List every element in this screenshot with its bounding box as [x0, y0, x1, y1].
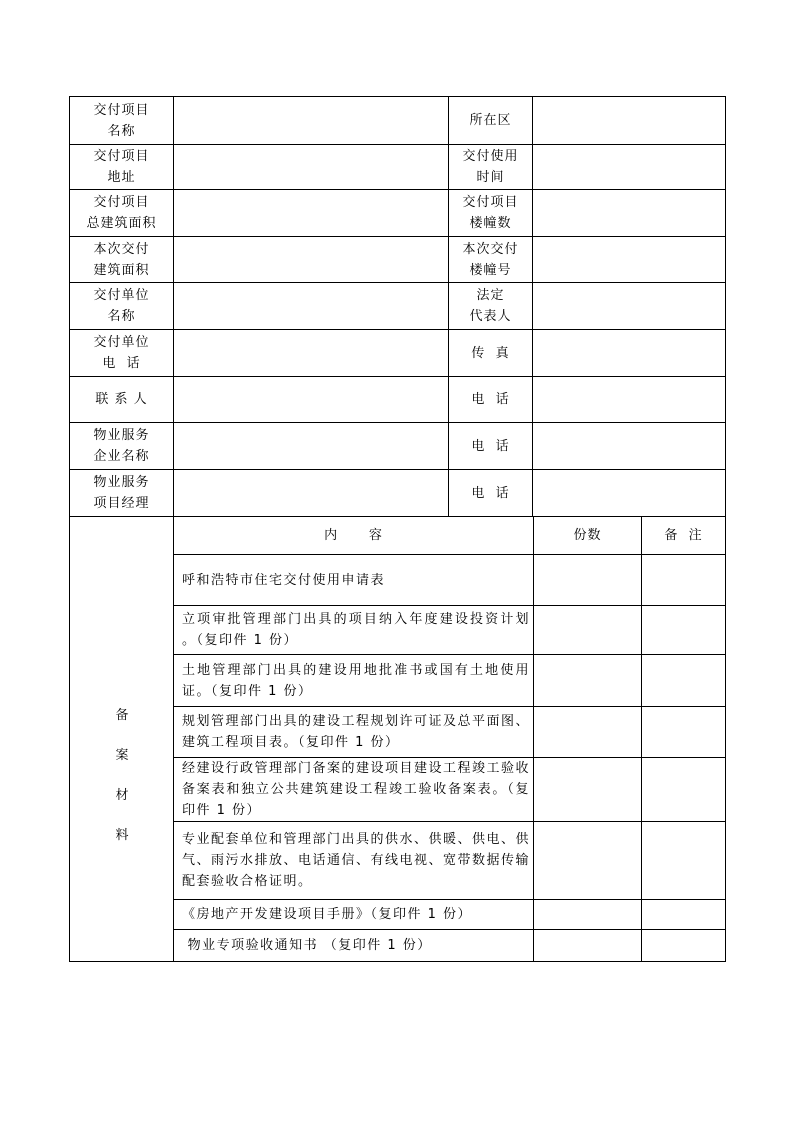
field-value-input[interactable] — [533, 377, 725, 422]
label-line: 联 系 人 — [95, 392, 148, 407]
field-label — [449, 237, 532, 282]
label-line: 楼幢号 — [469, 262, 512, 278]
copies-input[interactable] — [534, 606, 641, 654]
label-line: 名称 — [107, 309, 136, 324]
section-label-char: 料 — [115, 828, 129, 843]
material-item — [174, 655, 534, 706]
material-item-text: 《房地产开发建设项目手册》（复印件 1 份） — [182, 907, 473, 922]
label-line: 交付使用 — [462, 149, 519, 164]
field-label — [70, 97, 173, 144]
field-label — [70, 330, 173, 376]
remarks-input[interactable] — [642, 822, 725, 899]
field-label — [449, 423, 532, 469]
material-item-text: 立项审批管理部门出具的项目纳入年度建设投资计划 。（复印件 1 份） — [182, 612, 530, 648]
remarks-input[interactable] — [642, 555, 725, 605]
label-line: 项目经理 — [93, 496, 150, 511]
field-value-input[interactable] — [533, 190, 725, 236]
copies-input[interactable] — [534, 758, 641, 821]
label-line: 本次交付 — [462, 241, 519, 257]
section-label-char: 案 — [115, 748, 129, 763]
field-label — [449, 377, 532, 422]
field-label — [449, 145, 532, 189]
delivery-application-form — [69, 96, 726, 962]
field-value-input[interactable] — [174, 330, 448, 376]
material-item — [174, 930, 534, 961]
remarks-input[interactable] — [642, 758, 725, 821]
section-label-char: 备 — [115, 708, 129, 723]
field-label — [70, 237, 173, 282]
field-value-input[interactable] — [174, 283, 448, 329]
remarks-input[interactable] — [642, 900, 725, 929]
label-line: 法定 — [476, 288, 505, 303]
materials-section-label — [70, 705, 174, 865]
material-item-text: 物业专项验收通知书 （复印件 1 份） — [182, 938, 432, 953]
field-value-input[interactable] — [533, 145, 725, 189]
field-label — [449, 283, 532, 329]
field-label — [70, 190, 173, 236]
copies-input[interactable] — [534, 930, 641, 961]
label-line: 交付单位 — [93, 335, 150, 350]
label-line: 名称 — [107, 123, 136, 139]
field-value-input[interactable] — [174, 97, 448, 144]
material-item-text: 专业配套单位和管理部门出具的供水、供暖、供电、供气、雨污水排放、电话通信、有线电视、宽带数据传输配套验收合格证明。 — [182, 832, 531, 889]
field-value-input[interactable] — [533, 283, 725, 329]
label-line: 交付单位 — [93, 288, 150, 303]
field-value-input[interactable] — [174, 470, 448, 516]
label-line: 总建筑面积 — [86, 216, 157, 231]
label-line: 时间 — [476, 170, 505, 185]
field-value-input[interactable] — [533, 97, 725, 144]
field-label — [70, 283, 173, 329]
label-line: 电 话 — [471, 438, 510, 454]
field-label — [70, 145, 173, 189]
remarks-input[interactable] — [642, 930, 725, 961]
label-line: 物业服务 — [93, 475, 150, 490]
label-line: 楼幢数 — [469, 216, 512, 231]
field-label — [70, 470, 173, 516]
label-line: 本次交付 — [93, 241, 150, 257]
copies-input[interactable] — [534, 707, 641, 757]
field-value-input[interactable] — [533, 330, 725, 376]
material-item — [174, 900, 534, 929]
material-item-text: 呼和浩特市住宅交付使用申请表 — [182, 572, 386, 588]
header-remarks-label: 备 注 — [664, 528, 703, 543]
field-label — [70, 423, 173, 469]
copies-input[interactable] — [534, 555, 641, 605]
material-item — [174, 758, 534, 821]
label-line: 建筑面积 — [93, 262, 150, 278]
remarks-input[interactable] — [642, 606, 725, 654]
material-item — [174, 707, 534, 757]
material-item — [174, 606, 534, 654]
label-line: 所在区 — [469, 113, 512, 128]
label-line: 物业服务 — [93, 428, 150, 443]
field-value-input[interactable] — [174, 237, 448, 282]
label-line: 企业名称 — [93, 449, 150, 464]
label-line: 代表人 — [469, 309, 512, 324]
copies-input[interactable] — [534, 655, 641, 706]
label-line: 地址 — [107, 170, 136, 185]
field-label — [449, 97, 532, 144]
field-value-input[interactable] — [533, 423, 725, 469]
label-line: 电 话 — [102, 356, 141, 371]
field-label — [70, 377, 173, 422]
copies-input[interactable] — [534, 900, 641, 929]
material-item-text: 规划管理部门出具的建设工程规划许可证及总平面图、建筑工程项目表。（复印件 1 份） — [182, 714, 531, 750]
field-value-input[interactable] — [174, 377, 448, 422]
section-label-char: 材 — [115, 788, 129, 803]
label-line: 传 真 — [471, 345, 510, 361]
label-line: 电 话 — [471, 485, 510, 501]
field-value-input[interactable] — [174, 145, 448, 189]
remarks-input[interactable] — [642, 707, 725, 757]
remarks-input[interactable] — [642, 655, 725, 706]
label-line: 交付项目 — [93, 149, 150, 164]
field-label — [449, 330, 532, 376]
field-label — [449, 190, 532, 236]
label-line: 交付项目 — [93, 102, 150, 118]
header-content — [174, 517, 533, 554]
label-line: 交付项目 — [93, 195, 150, 210]
copies-input[interactable] — [534, 822, 641, 899]
field-label — [449, 470, 532, 516]
field-value-input[interactable] — [533, 470, 725, 516]
material-item-text: 土地管理部门出具的建设用地批准书或国有土地使用证。（复印件 1 份） — [182, 662, 530, 699]
label-line: 电 话 — [471, 392, 510, 407]
material-item-text: 经建设行政管理部门备案的建设项目建设工程竣工验收备案表和独立公共建筑建设工程竣工验收备案表。（复印件 1 份） — [182, 761, 531, 818]
material-item — [174, 822, 534, 899]
header-copies — [534, 517, 641, 554]
label-line: 交付项目 — [462, 195, 519, 210]
field-value-input[interactable] — [174, 190, 448, 236]
field-value-input[interactable] — [174, 423, 448, 469]
material-item — [174, 555, 534, 605]
header-content-label: 内 容 — [324, 528, 383, 543]
header-copies-label: 份数 — [573, 528, 602, 543]
field-value-input[interactable] — [533, 237, 725, 282]
header-remarks — [642, 517, 725, 554]
